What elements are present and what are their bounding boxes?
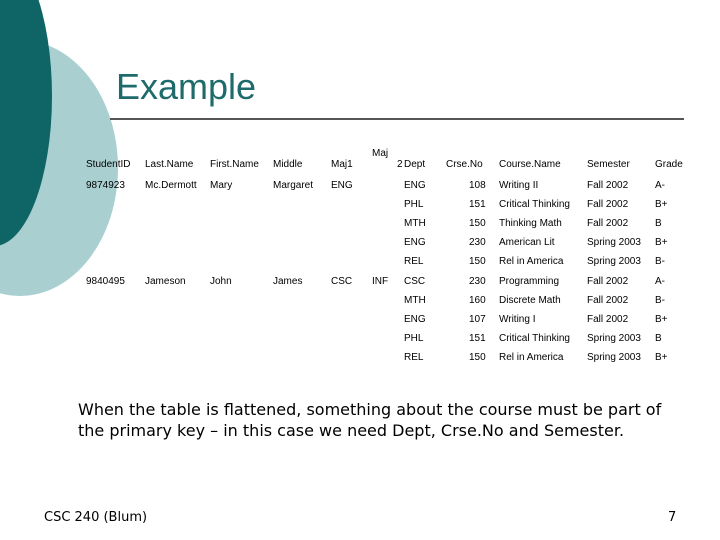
student-maj2: INF [372, 276, 389, 287]
course-grade: B+ [655, 199, 668, 210]
title-underline [110, 118, 684, 120]
course-grade: B- [655, 256, 665, 267]
course-grade: B+ [655, 314, 668, 325]
course-number: 150 [469, 352, 486, 363]
course-name: Critical Thinking [499, 199, 570, 210]
course-number: 230 [469, 276, 486, 287]
header-dept: Dept [404, 159, 426, 170]
course-dept: ENG [404, 314, 426, 325]
course-grade: B- [655, 295, 665, 306]
course-grade: B [655, 218, 662, 229]
header-last-name: Last.Name [145, 159, 194, 170]
course-dept: PHL [404, 333, 424, 344]
slide-title: Example [116, 66, 257, 107]
course-name: Writing II [499, 180, 539, 191]
student-maj1: ENG [331, 180, 353, 191]
header-middle: Middle [273, 159, 303, 170]
course-name: Programming [499, 276, 560, 287]
header-maj2-bottom: 2 [397, 159, 403, 170]
course-name: Thinking Math [499, 218, 562, 229]
student-maj1: CSC [331, 276, 353, 287]
slide-footer: CSC 240 (Blum) [44, 510, 148, 525]
course-name: Rel in America [499, 352, 564, 363]
course-grade: B+ [655, 352, 668, 363]
student-middle: James [273, 276, 303, 287]
page-number: 7 [668, 510, 677, 525]
course-semester: Fall 2002 [587, 199, 629, 210]
student-id: 9840495 [86, 276, 125, 287]
slide-decoration [0, 0, 120, 300]
course-grade: B [655, 333, 662, 344]
course-dept: MTH [404, 295, 426, 306]
course-dept: MTH [404, 218, 426, 229]
course-semester: Fall 2002 [587, 314, 629, 325]
course-grade: A- [655, 276, 665, 287]
course-name: Rel in America [499, 256, 564, 267]
course-number: 151 [469, 199, 486, 210]
course-semester: Fall 2002 [587, 295, 629, 306]
header-grade: Grade [655, 159, 683, 170]
slide-body-text: When the table is flattened, something about the course must be part of the primary key – in this case we need Dept, Crse.No and Semester. [78, 400, 662, 440]
course-name: American Lit [499, 237, 555, 248]
course-dept: REL [404, 352, 424, 363]
header-maj1: Maj1 [331, 159, 353, 170]
course-number: 107 [469, 314, 486, 325]
course-dept: ENG [404, 180, 426, 191]
course-grade: A- [655, 180, 665, 191]
course-semester: Fall 2002 [587, 276, 629, 287]
student-middle: Margaret [273, 180, 314, 191]
course-number: 150 [469, 218, 486, 229]
course-dept: ENG [404, 237, 426, 248]
course-number: 150 [469, 256, 486, 267]
course-grade: B+ [655, 237, 668, 248]
course-dept: CSC [404, 276, 426, 287]
student-id: 9874923 [86, 180, 125, 191]
student-last-name: Mc.Dermott [145, 180, 197, 191]
student-last-name: Jameson [145, 276, 186, 287]
student-first-name: Mary [210, 180, 233, 191]
course-dept: PHL [404, 199, 424, 210]
course-number: 230 [469, 237, 486, 248]
course-number: 108 [469, 180, 486, 191]
header-first-name: First.Name [210, 159, 259, 170]
course-name: Critical Thinking [499, 333, 570, 344]
course-name: Writing I [499, 314, 536, 325]
course-semester: Fall 2002 [587, 218, 629, 229]
course-number: 151 [469, 333, 486, 344]
course-semester: Spring 2003 [587, 333, 641, 344]
course-semester: Spring 2003 [587, 352, 641, 363]
course-number: 160 [469, 295, 486, 306]
course-semester: Spring 2003 [587, 256, 641, 267]
header-semester: Semester [587, 159, 630, 170]
course-name: Discrete Math [499, 295, 561, 306]
student-first-name: John [210, 276, 232, 287]
header-crse-no: Crse.No [446, 159, 483, 170]
course-semester: Spring 2003 [587, 237, 641, 248]
header-course-name: Course.Name [499, 159, 561, 170]
header-student-id: StudentID [86, 159, 131, 170]
course-dept: REL [404, 256, 424, 267]
course-semester: Fall 2002 [587, 180, 629, 191]
header-maj2-top: Maj [372, 148, 389, 159]
